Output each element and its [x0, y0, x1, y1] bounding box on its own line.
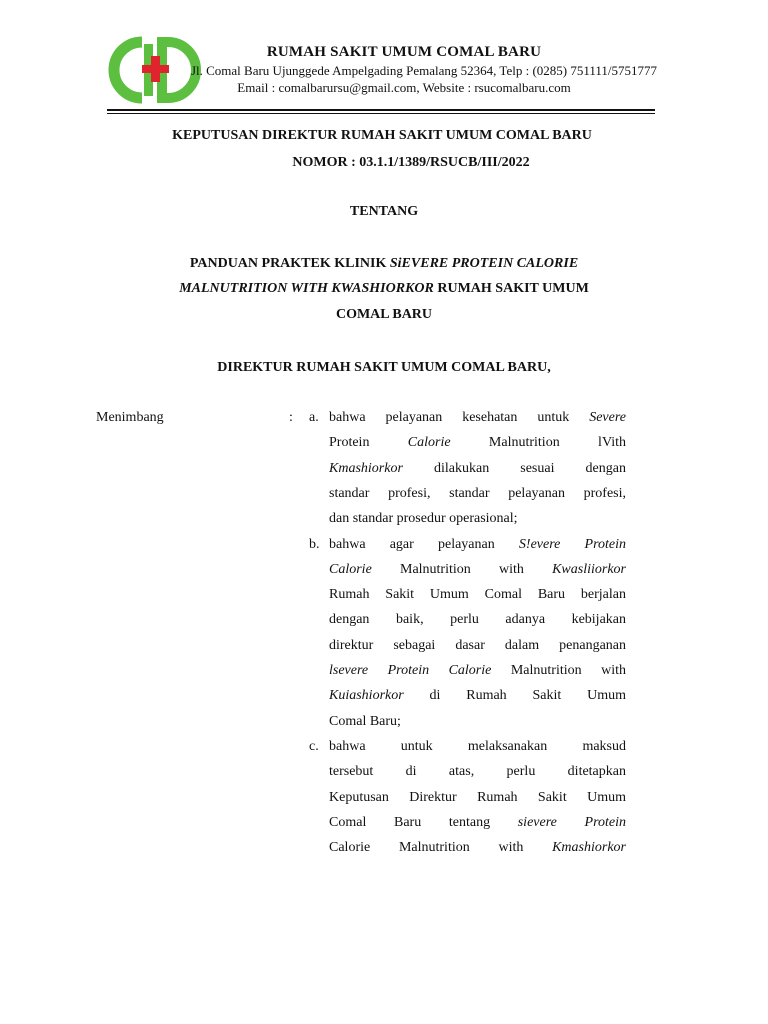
body-text: dilakukan sesuai dengan: [402, 460, 626, 476]
item-text-line: [329, 714, 626, 731]
item-letter: b.: [309, 536, 320, 552]
body-text: Keputusan Direktur Rumah Sakit Umum: [329, 789, 626, 805]
hospital-address: Jl. Comal Baru Ujunggede Ampelgading Pemalang 52364, Telp : (0285) 751111/5751777: [190, 63, 658, 78]
body-text: bahwa agar pelayanan: [329, 536, 519, 552]
italic-text: S!evere Protein: [518, 536, 626, 552]
subject-line-2-italic: MALNUTRITION WITH KWASHIORKOR: [179, 281, 434, 296]
body-text: bahwa pelayanan kesehatan untuk: [329, 410, 590, 425]
body-text: tersebut di atas, perlu ditetapkan: [329, 764, 626, 780]
item-text-line: [329, 486, 626, 503]
item-text-line: [329, 587, 626, 604]
item-text-line: [329, 410, 626, 427]
body-text: Comal Baru tentang: [329, 814, 518, 830]
italic-text: Calorie: [329, 561, 372, 577]
body-text: standar profesi, standar pelayanan profesi,: [329, 485, 626, 501]
body-text: dengan baik, perlu adanya kebijakan: [329, 612, 626, 628]
subject-line-2-normal: RUMAH SAKIT UMUM: [433, 281, 589, 296]
header-divider-thin: [107, 113, 655, 114]
item-text-line: [329, 739, 626, 756]
subject-line-1-italic: SiEVERE PROTEIN CALORIE: [389, 256, 579, 271]
tentang-heading: TENTANG: [349, 204, 419, 219]
item-text-line: [329, 840, 626, 857]
item-text-line: [329, 562, 626, 579]
body-text: Malnutrition with: [371, 561, 553, 577]
italic-text: Severe: [589, 410, 626, 425]
body-text: direktur sebagai dasar dalam penanganan: [329, 637, 626, 653]
body-text: Comal Baru;: [329, 713, 401, 729]
item-text-line: [329, 790, 626, 807]
subject-line-1-normal: PANDUAN PRAKTEK KLINIK: [189, 256, 390, 271]
body-text: bahwa untuk melaksanakan maksud: [329, 738, 626, 754]
italic-text: Kmashiorkor: [329, 460, 403, 476]
italic-text: Kwasliiorkor: [552, 561, 626, 577]
italic-text: lsevere Protein Calorie: [329, 663, 492, 678]
italic-text: Kuiashiorkor: [329, 688, 404, 704]
body-text: Malnutrition with: [491, 663, 626, 678]
item-text-line: [329, 663, 626, 680]
body-text: Protein: [329, 435, 408, 451]
body-text: dan standar prosedur operasional;: [329, 511, 518, 527]
item-text-line: [329, 435, 626, 452]
decree-title: KEPUTUSAN DIREKTUR RUMAH SAKIT UMUM COMAL BARU: [172, 128, 592, 143]
item-text-line: [329, 461, 626, 478]
header-divider-thick: [107, 109, 655, 111]
subject-line-1: [0, 256, 768, 272]
item-text-line: [329, 815, 626, 832]
item-text-line: [329, 537, 626, 554]
menimbang-colon: :: [289, 410, 293, 425]
hospital-contact: Email : comalbarursu@gmail.com, Website : rsucomalbaru.com: [237, 80, 571, 95]
item-letter: a.: [309, 410, 319, 425]
item-text-line: [329, 688, 626, 705]
decree-number: NOMOR : 03.1.1/1389/RSUCB/III/2022: [292, 155, 530, 170]
item-text-line: [329, 638, 626, 655]
body-text: di Rumah Sakit Umum: [403, 688, 626, 704]
menimbang-label: Menimbang: [96, 410, 164, 425]
item-text-line: [329, 612, 626, 629]
item-text-line: [329, 511, 626, 528]
italic-text: sievere Protein: [517, 814, 626, 830]
item-letter: c.: [309, 738, 319, 754]
body-text: Calorie Malnutrition with: [329, 840, 553, 856]
italic-text: Kmashiorkor: [552, 840, 626, 856]
director-heading: DIREKTUR RUMAH SAKIT UMUM COMAL BARU,: [217, 360, 551, 375]
subject-line-2: [0, 281, 768, 297]
subject-line-3: COMAL BARU: [335, 307, 433, 322]
body-text: Malnutrition lVith: [450, 435, 626, 451]
item-text-line: [329, 764, 626, 781]
body-text: Rumah Sakit Umum Comal Baru berjalan: [329, 587, 626, 603]
italic-text: Calorie: [407, 435, 451, 451]
hospital-name: RUMAH SAKIT UMUM COMAL BARU: [266, 44, 542, 60]
